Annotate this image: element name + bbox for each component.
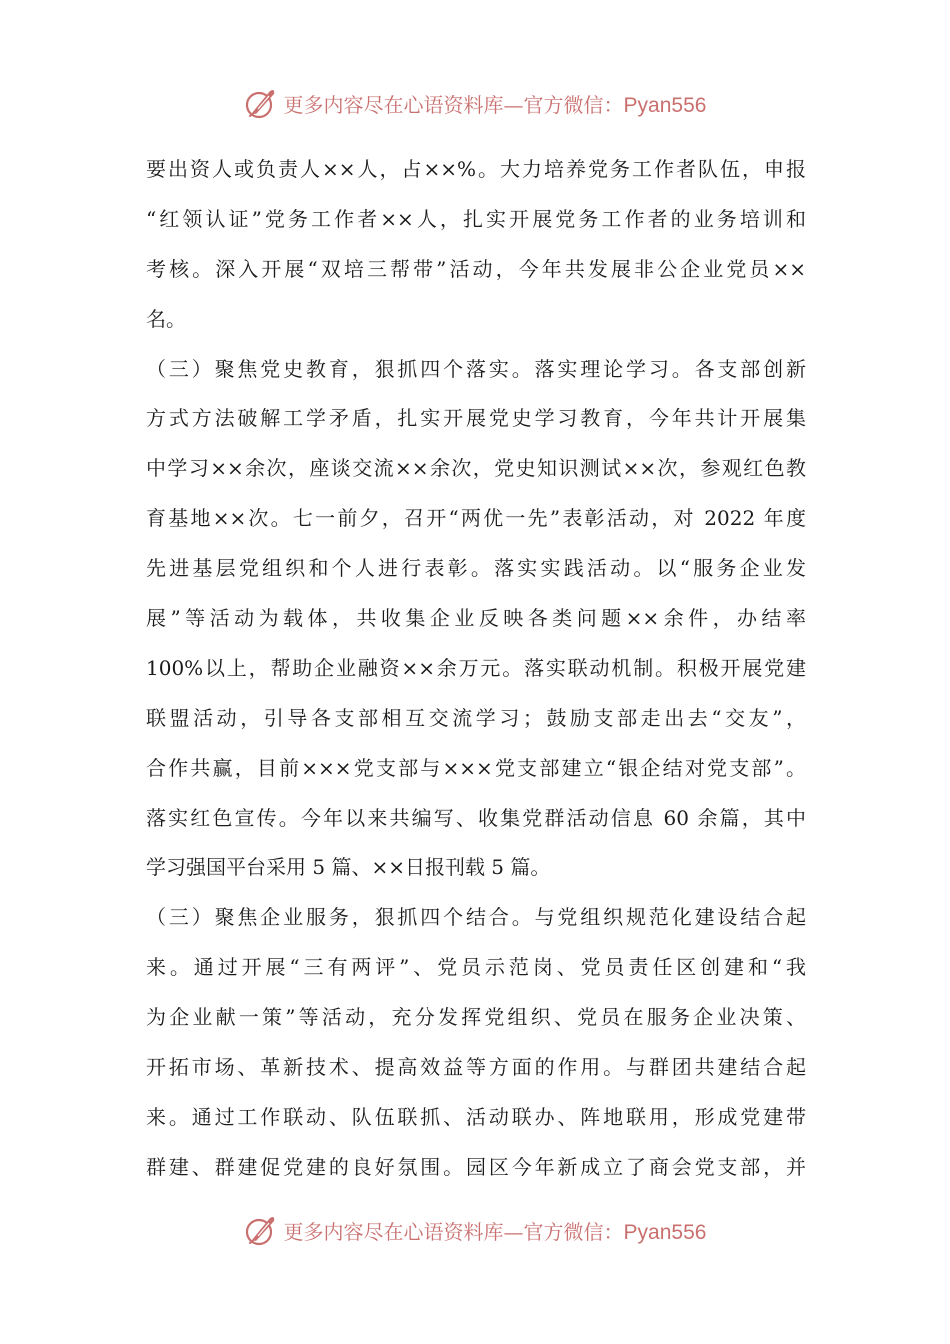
body-line: （三）聚焦党史教育，狠抓四个落实。落实理论学习。各支部创新: [146, 356, 806, 381]
body-line: 联盟活动，引导各支部相互交流学习；鼓励支部走出去“交友”，: [146, 705, 806, 730]
body-line: 方式方法破解工学矛盾，扎实开展党史学习教育，今年共计开展集: [146, 406, 806, 431]
body-line: 先进基层党组织和个人进行表彰。落实实践活动。以“服务企业发: [146, 556, 806, 581]
header-watermark-text: 更多内容尽在心语资料库—官方微信：Pyan556: [283, 92, 707, 117]
body-line: 为企业献一策”等活动，充分发挥党组织、党员在服务企业决策、: [146, 1005, 806, 1030]
header-wechat-handle: Pyan556: [623, 93, 707, 117]
body-line: 来。通过开展“三有两评”、党员示范岗、党员责任区创建和“我: [146, 955, 806, 980]
body-line: 要出资人或负责人××人，占××%。大力培养党务工作者队伍，申报: [146, 157, 806, 181]
footer-watermark-banner: [0, 1208, 950, 1252]
body-line: 开拓市场、革新技术、提高效益等方面的作用。与群团共建结合起: [146, 1055, 806, 1080]
body-line: 展”等活动为载体，共收集企业反映各类问题××余件，办结率: [146, 606, 806, 631]
body-line: （三）聚焦企业服务，狠抓四个结合。与党组织规范化建设结合起: [146, 905, 806, 930]
body-line: 合作共赢，目前×××党支部与×××党支部建立“银企结对党支部”。: [146, 755, 806, 780]
footer-watermark-text: 更多内容尽在心语资料库—官方微信：Pyan556: [283, 1219, 707, 1244]
body-line: 学习强国平台采用 5 篇、××日报刊载 5 篇。: [146, 855, 551, 880]
body-line: 来。通过工作联动、队伍联抓、活动联办、阵地联用，形成党建带: [146, 1104, 806, 1129]
body-line: 名。: [146, 306, 186, 331]
quill-pen-logo-icon: [244, 85, 280, 121]
body-line: 中学习××余次，座谈交流××余次，党史知识测试××次，参观红色教: [146, 456, 806, 481]
body-line: 育基地××次。七一前夕，召开“两优一先”表彰活动，对 2022 年度: [146, 506, 806, 531]
body-line: “红领认证”党务工作者××人，扎实开展党务工作者的业务培训和: [146, 206, 806, 231]
quill-pen-logo-icon: [244, 1212, 280, 1248]
document-body: [146, 145, 806, 1193]
footer-wechat-handle: Pyan556: [623, 1220, 707, 1244]
header-watermark-banner: [0, 81, 950, 125]
body-line: 落实红色宣传。今年以来共编写、收集党群活动信息 60 余篇，其中: [146, 805, 806, 830]
body-line: 群建、群建促党建的良好氛围。园区今年新成立了商会党支部，并: [146, 1154, 806, 1179]
body-line: 100%以上，帮助企业融资××余万元。落实联动机制。积极开展党建: [146, 655, 806, 680]
body-line: 考核。深入开展“双培三帮带”活动，今年共发展非公企业党员××: [146, 256, 806, 281]
